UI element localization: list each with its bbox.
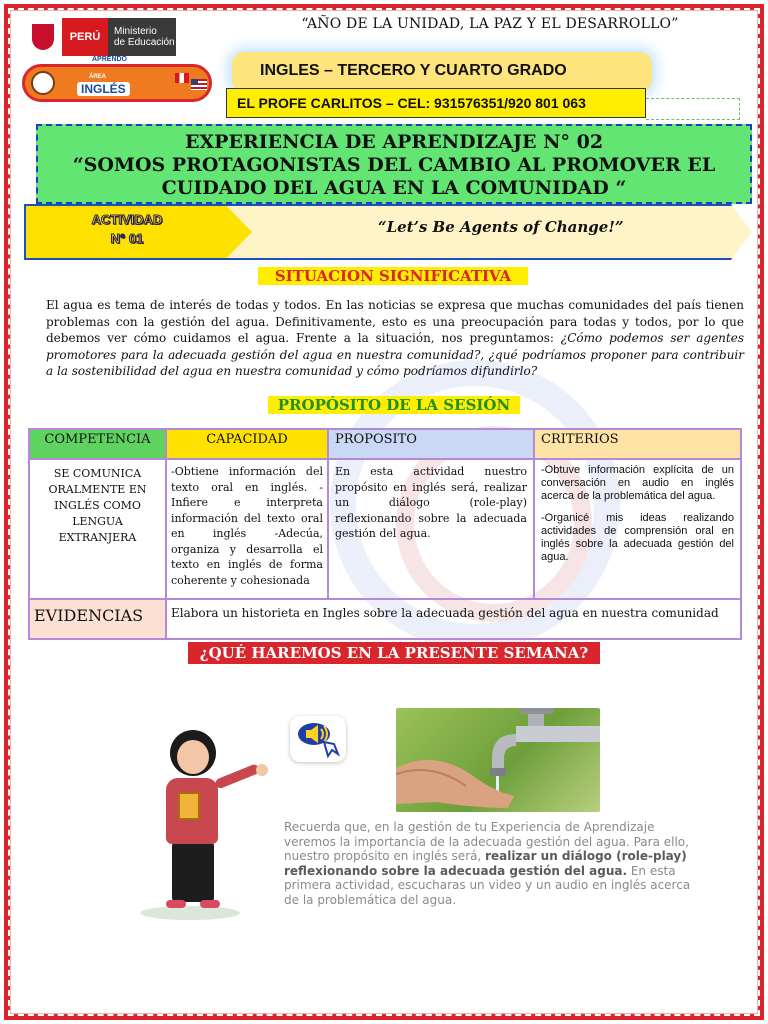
situation-paragraph: El agua es tema de interés de todas y todos. En las noticias se expresa que muchas comunidades del país tienen problemas con la gestión del agua. Definitivamente, esto es una preocupación para todas y todos, por lo que debemos ver cómo cuidamos el agua. Frente a la situación, nos preguntamos: ¿Cómo podemos ser agentes promotores para la adecuada gestión del agua en nuestra comunidad?, ¿qué podríamos proponer para contribuir a la sostenibilidad del agua en nuestra comunidad y cómo podríamos difundirlo? xyxy=(46,298,744,378)
speaker-icon xyxy=(294,720,342,758)
session-table xyxy=(28,428,742,640)
reminder-paragraph: Recuerda que, en la gestión de tu Experiencia de Aprendizaje veremos la importancia de la adecuada gestión del agua. Para ello, nuestro propósito en inglés será, realizar un diálogo (role-play) reflexionando sobre la adecuada gestión del agua. En esta primera actividad, escucharas un video y un audio en inglés acerca de la problemática del agua. xyxy=(284,820,691,907)
header-proposito: PROPOSITO xyxy=(328,429,534,459)
purpose-heading: PROPÓSITO DE LA SESIÓN xyxy=(268,396,520,414)
header-criterios: CRITERIOS xyxy=(534,429,741,459)
criterio-item: -Obtuve información explícita de un conversación en audio en inglés acerca de la problemática del agua. xyxy=(541,464,734,502)
flags-icon xyxy=(175,73,211,95)
decorative-dash-box xyxy=(646,98,740,120)
week-heading: ¿QUÉ HAREMOS EN LA PRESENTE SEMANA? xyxy=(188,642,600,664)
ministry-tag: PERÚ xyxy=(62,18,108,56)
experience-title-line1: “SOMOS PROTAGONISTAS DEL CAMBIO AL PROMOVER EL xyxy=(72,154,716,176)
area-badge xyxy=(22,64,212,102)
ministry-logo xyxy=(24,18,176,56)
teacher-info: EL PROFE CARLITOS – CEL: 931576351/920 801 063 xyxy=(237,95,586,111)
area-title: INGLÉS xyxy=(77,82,130,96)
aprendo-label: APRENDO xyxy=(92,56,128,63)
teacher-banner xyxy=(226,88,646,118)
peru-shield-icon xyxy=(24,18,62,56)
table-row xyxy=(29,459,741,599)
year-motto: “AÑO DE LA UNIDAD, LA PAZ Y EL DESARROLLO” xyxy=(301,16,679,32)
owl-icon xyxy=(31,71,55,95)
competencia-cell: SE COMUNICA ORALMENTE EN INGLÉS COMO LENGUA EXTRANJERA xyxy=(29,459,166,599)
criterio-item: -Organicé mis ideas realizando actividades de comprensión oral en inglés sobre la adecuada gestión del agua. xyxy=(541,512,734,563)
girl-illustration xyxy=(140,730,280,930)
activity-banner xyxy=(24,204,752,260)
table-header-row xyxy=(29,429,741,459)
book-icon xyxy=(178,792,200,820)
course-banner xyxy=(232,52,652,92)
header-capacidad: CAPACIDAD xyxy=(166,429,328,459)
faucet-photo xyxy=(396,708,600,812)
criterios-cell xyxy=(534,459,741,599)
evidencias-row xyxy=(29,599,741,639)
evidencias-text: Elabora un historieta en Ingles sobre la adecuada gestión del agua en nuestra comunidad xyxy=(166,599,741,639)
area-label: ÁREA xyxy=(89,74,107,80)
experience-title-box xyxy=(36,124,752,204)
audio-play-button[interactable] xyxy=(290,716,346,762)
ministry-name: Ministerio de Educación xyxy=(114,26,175,48)
activity-title: “Let’s Be Agents of Change!” xyxy=(378,218,624,236)
activity-label: ACTIVIDAD N° 01 xyxy=(91,212,163,246)
header-competencia: COMPETENCIA xyxy=(29,429,166,459)
situation-heading: SITUACION SIGNIFICATIVA xyxy=(258,267,528,285)
capacidad-cell: -Obtiene información del texto oral en inglés. -Infiere e interpreta información del texto oral en inglés -Adecúa, organiza y desarrolla el texto en inglés de forma coherente y cohesionada xyxy=(166,459,328,599)
experience-number: EXPERIENCIA DE APRENDIZAJE N° 02 xyxy=(184,131,604,153)
evidencias-label: EVIDENCIAS xyxy=(29,599,166,639)
experience-title-line2: CUIDADO DEL AGUA EN LA COMUNIDAD “ xyxy=(161,177,627,199)
proposito-cell: En esta actividad nuestro propósito en inglés será, realizar un diálogo (role-play) reflexionando sobre la adecuada gestión del agua. xyxy=(328,459,534,599)
course-title: INGLES – TERCERO Y CUARTO GRADO xyxy=(260,62,567,79)
